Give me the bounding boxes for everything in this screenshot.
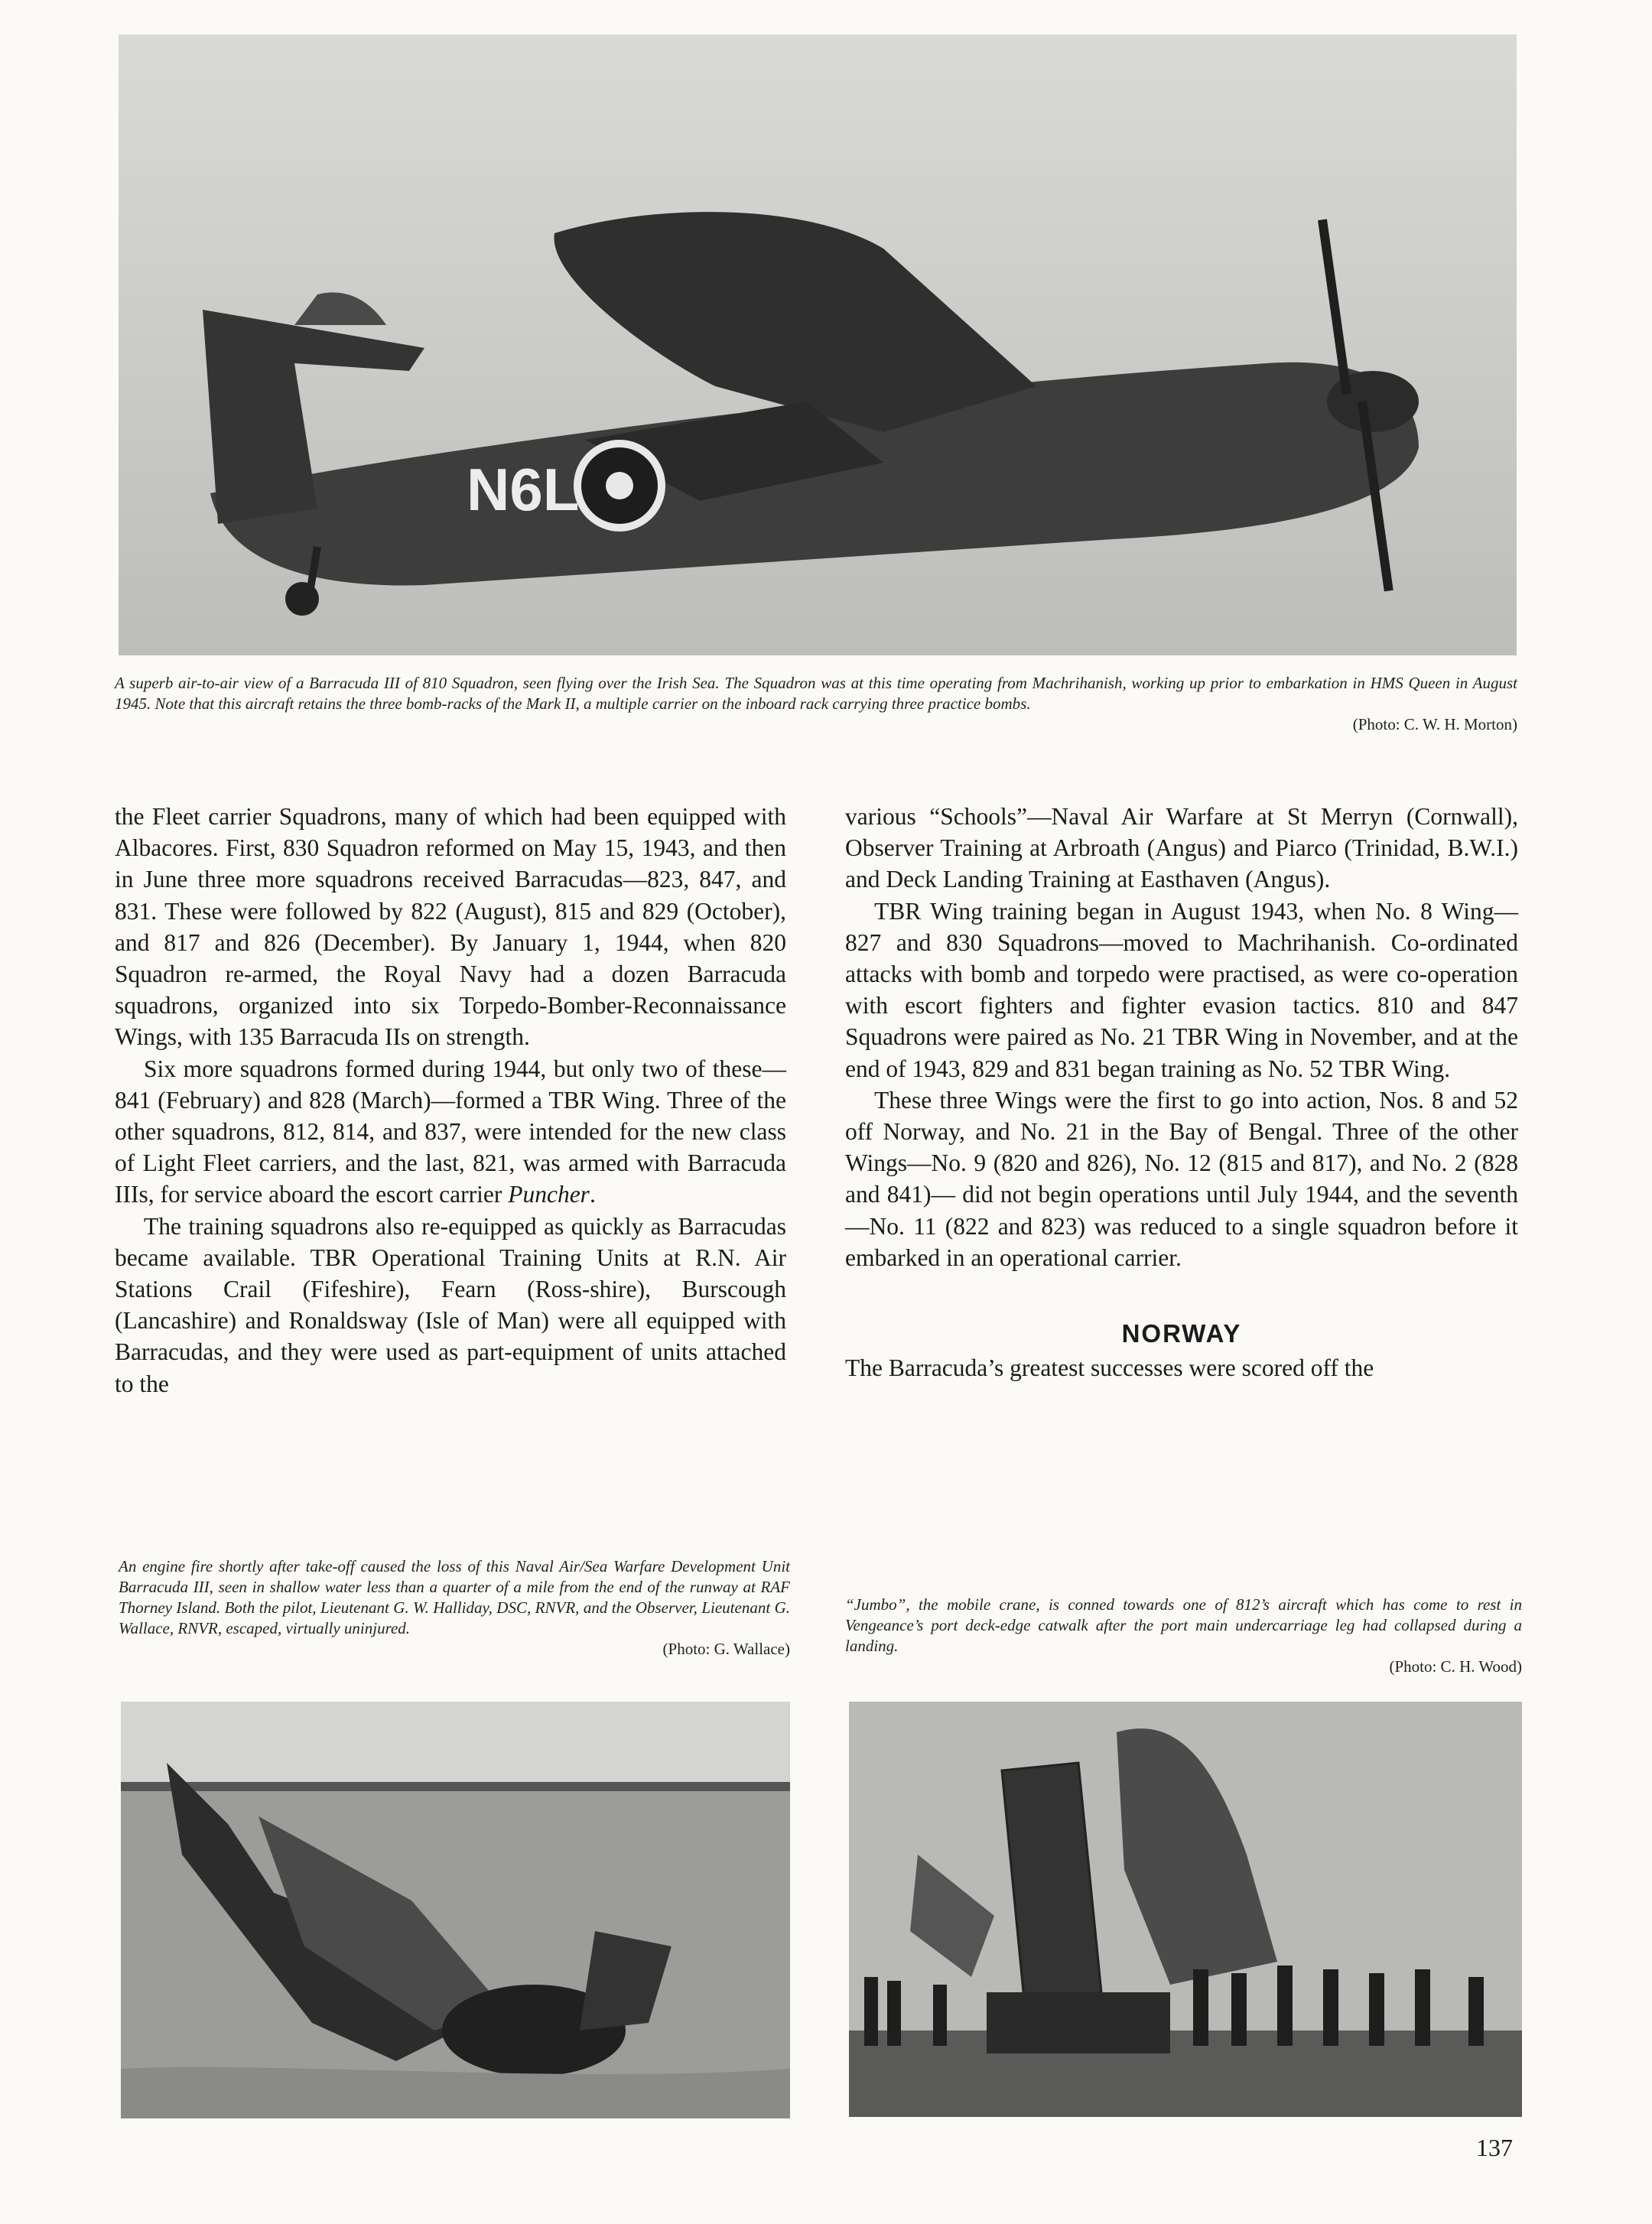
right-paragraph-4: The Barracuda’s greatest successes were scored off the xyxy=(845,1354,1374,1382)
bottom-left-caption xyxy=(119,1556,790,1660)
section-heading: NORWAY xyxy=(1121,1319,1242,1348)
bottom-right-caption-text: “Jumbo”, the mobile crane, is conned towards one of 812’s aircraft which has come to rest in Vengeance’s port deck-edge catwalk after the port main undercarriage leg had collapsed during a landing. xyxy=(845,1595,1522,1655)
page-number: 137 xyxy=(1476,2134,1513,2161)
right-paragraph-3: These three Wings were the first to go into action, Nos. 8 and 52 off Norway, and No. 21 in the Bay of Bengal. Three of the other Wings—No. 9 (820 and 826), No. 12 (815 and 817), and No. 2 (828 and 841)— did not begin operations until July 1944, and the seventh—No. 11 (822 and 823) was reduced to a single squadron before it embarked in an operational carrier. xyxy=(845,1086,1518,1271)
carrier-name: Puncher xyxy=(508,1181,590,1208)
bottom-right-photo xyxy=(849,1702,1522,2117)
left-paragraph-1: the Fleet carrier Squadrons, many of which had been equipped with Albacores. First, 830 Squadron reformed on May 15, 1943, and then in June three more squadrons received Barracudas—823, 847, and 831. These were followed by 822 (August), 815 and 829 (October), and 817 and 826 (December). By January 1, 1944, when 820 Squadron re-armed, the Royal Navy had a dozen Barracuda squadrons, organized into six Torpedo-Bomber-Reconnaissance Wings, with 135 Barracuda IIs on strength. xyxy=(115,803,786,1051)
left-column xyxy=(115,801,786,1400)
top-photo-caption xyxy=(115,673,1517,735)
left-paragraph-2-suffix: . xyxy=(589,1181,596,1208)
bottom-left-credit: (Photo: G. Wallace) xyxy=(662,1640,790,1658)
barracuda-in-flight-image xyxy=(119,34,1517,655)
left-paragraph-3: The training squadrons also re-equipped as quickly as Barracudas became available. TBR Operational Training Units at R.N. Air Stations Crail (Fifeshire), Fearn (Ross-shire), Burscough (Lancashire) and Ronaldsway (Isle of Man) were all equipped with Barracudas, and they were used as part-equipment of units attached to the xyxy=(115,1212,786,1397)
bottom-left-photo xyxy=(121,1702,790,2118)
right-paragraph-1: various “Schools”—Naval Air Warfare at St Merryn (Cornwall), Observer Training at Arbroath (Angus) and Piarco (Trinidad, B.W.I.) and Deck Landing Training at Easthaven (Angus). xyxy=(845,803,1518,893)
left-paragraph-2 xyxy=(115,1053,786,1211)
mobile-crane-carrier-deck-image xyxy=(849,1702,1522,2117)
bottom-right-credit: (Photo: C. H. Wood) xyxy=(1389,1657,1522,1676)
top-photo xyxy=(119,34,1517,655)
bottom-left-caption-text: An engine fire shortly after take-off caused the loss of this Naval Air/Sea Warfare Development Unit Barracuda III, seen in shallow water less than a quarter of a mile from the end of the runway at RAF Thorney Island. Both the pilot, Lieutenant G. W. Halliday, DSC, RNVR, and the Observer, Lieutenant G. Wallace, RNVR, escaped, virtually uninjured. xyxy=(119,1557,790,1637)
right-paragraph-2: TBR Wing training began in August 1943, when No. 8 Wing—827 and 830 Squadrons—moved to Machrihanish. Co-ordinated attacks with bomb and torpedo were practised, as were co-operation with escort fighters and fighter evasion tactics. 810 and 847 Squadrons were paired as No. 21 TBR Wing in November, and at the end of 1943, 829 and 831 began training as No. 52 TBR Wing. xyxy=(845,897,1518,1082)
top-photo-caption-text: A superb air-to-air view of a Barracuda III of 810 Squadron, seen flying over the Irish Sea. The Squadron was at this time operating from Machrihanish, working up prior to embarkation in HMS Queen in August 1945. Note that this aircraft retains the three bomb-racks of the Mark II, a multiple carrier on the inboard rack carrying three practice bombs. xyxy=(115,674,1517,713)
aircraft-code-label: N6L xyxy=(467,456,580,523)
left-paragraph-2-text: Six more squadrons formed during 1944, but only two of these—841 (February) and 828 (March)—formed a TBR Wing. Three of the other squadrons, 812, 814, and 837, were intended for the new class of Light Fleet carriers, and the last, 821, was armed with Barracuda IIIs, for service aboard the escort carrier xyxy=(115,1055,786,1208)
bottom-right-caption xyxy=(845,1595,1522,1677)
right-column xyxy=(845,801,1518,1383)
top-photo-credit: (Photo: C. W. H. Morton) xyxy=(1352,715,1517,733)
crashed-barracuda-image xyxy=(121,1702,790,2118)
